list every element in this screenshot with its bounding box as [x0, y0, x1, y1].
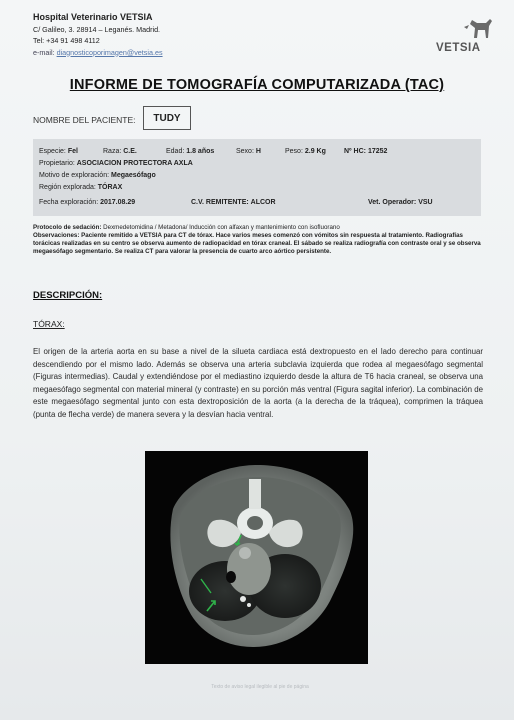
nhc-value: 17252 — [367, 148, 388, 155]
vet-value: VSU — [418, 199, 433, 206]
clinic-header — [33, 12, 163, 58]
cv-value: ALCOR — [250, 199, 276, 206]
clinic-phone: Tel: +34 91 498 4112 — [33, 36, 100, 45]
especie-label: Especie: — [39, 148, 66, 155]
patient-info-panel — [33, 139, 481, 216]
hospital-name: Hospital Veterinario VETSIA — [33, 12, 153, 22]
patient-name-label: NOMBRE DEL PACIENTE: — [33, 115, 136, 125]
observations-text: Paciente remitido a VETSIA para CT de tórax. Hace varios meses comenzó con vómitos sin respuesta al tratamiento. Radiografías torácicas realizadas en su centro se observa aumento de radiopacidad en tórax craneal. El sábado se realiza radiografía con contraste oral y se observa megaesófago segmentario. Se realiza CT para valorar la presencia de cuarto arco aórtico persistente. — [33, 232, 481, 255]
observations-label: Observaciones: — [33, 232, 80, 239]
report-title: INFORME DE TOMOGRAFÍA COMPUTARIZADA (TAC) — [69, 77, 445, 93]
especie-value: Fel — [67, 148, 78, 155]
raza-value: C.E. — [123, 148, 137, 155]
motivo-label: Motivo de exploración: — [39, 172, 110, 179]
nhc-label: Nº HC: — [344, 148, 366, 155]
description-paragraph: El origen de la arteria aorta en su base a nivel de la silueta cardiaca está dextropuesto en el lado derecho para continuar descendiendo por el mismo lado. Además se observa una arteria subclavia izquierda que rodea al megaesófago segmental (Figuras intermedias). Caudal y extendiéndose por el mediastino izquierdo desde la altura de T6 hacia craneal, se observa una megaesófago segmental con material mineral (y contraste) en su porción más ventral (Figura sagital inferior). La combinación de este megaesófago segmental junto con esta dextroposición de la aorta (a la derecha de la tráquea), comprimen la tráquea (punta de flecha verde) de manera severa y la desvían hacia ventral. — [33, 347, 483, 419]
sedation-label: Protocolo de sedación: — [33, 224, 102, 231]
sedation-text: Dexmedetomidina / Metadona/ Inducción con alfaxan y mantenimiento con isofluorano — [103, 224, 340, 231]
propietario-value: ASOCIACION PROTECTORA AXLA — [76, 160, 193, 167]
legal-footer: Texto de aviso legal ilegible al pie de página — [211, 684, 309, 690]
protocol-block — [33, 224, 483, 256]
patient-name-box: TUDY — [143, 106, 191, 130]
region-value: TÓRAX — [97, 184, 123, 191]
edad-value: 1.8 años — [186, 148, 215, 155]
clinic-address: C/ Galileo, 3. 28914 – Leganés. Madrid. — [33, 24, 161, 34]
fecha-label: Fecha exploración: — [39, 199, 99, 206]
thorax-heading: TÓRAX: — [33, 319, 65, 329]
peso-value: 2.9 Kg — [304, 148, 326, 155]
edad-label: Edad: — [166, 148, 185, 155]
email-label: e-mail: — [33, 47, 57, 57]
propietario-label: Propietario: — [39, 160, 75, 167]
raza-label: Raza: — [103, 148, 122, 155]
dog-silhouette-icon — [436, 14, 496, 44]
description-heading: DESCRIPCIÓN: — [33, 290, 103, 301]
clinic-email-line — [33, 47, 163, 59]
vet-label: Vet. Operador: — [368, 199, 417, 206]
region-label: Región explorada: — [39, 184, 96, 191]
sexo-label: Sexo: — [236, 148, 254, 155]
motivo-value: Megaesófago — [111, 172, 156, 179]
email-link[interactable]: diagnosticoporimagen@vetsia.es — [56, 47, 163, 57]
vetsia-logo — [436, 14, 496, 58]
logo-text: VETSIA — [436, 42, 481, 54]
peso-label: Peso: — [285, 148, 303, 155]
fecha-value: 2017.08.29 — [100, 199, 136, 206]
sexo-value: H — [255, 148, 261, 155]
ct-scan-image — [145, 451, 368, 664]
cv-label: C.V. REMITENTE: — [191, 199, 249, 206]
